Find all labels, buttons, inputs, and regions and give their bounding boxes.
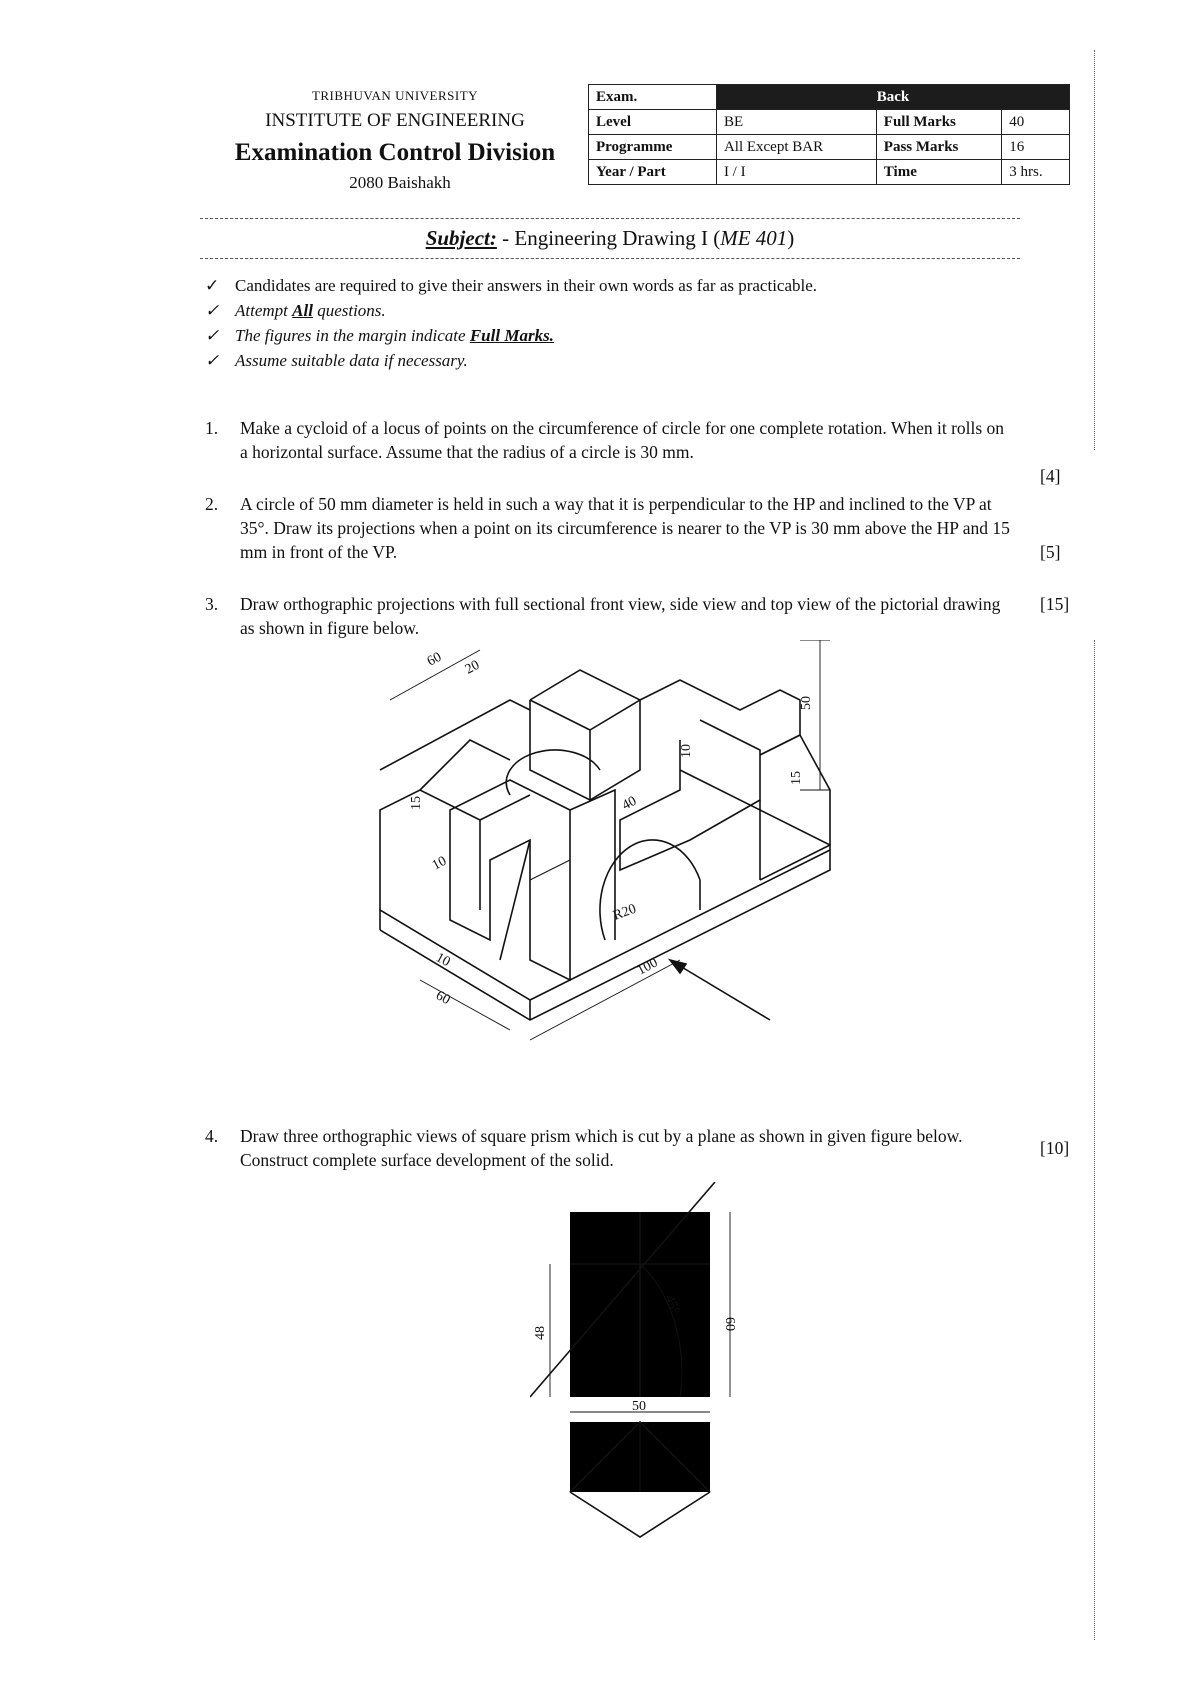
table-row [589, 160, 1070, 185]
check-icon: ✓ [205, 276, 220, 295]
base-top-edge [530, 850, 830, 1000]
full-marks-label: Full Marks [876, 110, 1001, 135]
question-number: 2. [205, 494, 219, 514]
instruction-1 [205, 276, 1025, 296]
check-icon: ✓ [205, 301, 220, 320]
dim-50: 50 [799, 696, 814, 710]
dim-20: 20 [462, 657, 483, 678]
year-part-value: I / I [716, 160, 876, 185]
dim-45-deg: 45° [661, 1293, 683, 1317]
year-part-label: Year / Part [589, 160, 717, 185]
level-value: BE [716, 110, 876, 135]
university-name: TRIBHUVAN UNIVERSITY [311, 88, 479, 103]
upper-frame-right [640, 680, 800, 755]
programme-value: All Except BAR [716, 135, 876, 160]
question-marks: [4] [1040, 466, 1061, 486]
question-number: 4. [205, 1126, 219, 1146]
dim-50: 50 [632, 1399, 646, 1414]
exam-type-value: Back [716, 85, 1069, 110]
check-icon: ✓ [205, 351, 220, 370]
dim-60-top: 60 [424, 649, 445, 670]
dim-r20: R20 [611, 901, 639, 924]
center-block-top2 [590, 700, 640, 730]
instruction-text: The figures in the margin indicate [235, 326, 470, 345]
subject-line [200, 226, 1020, 251]
instruction-text: Candidates are required to give their answers in their own words as far as practicable. [235, 276, 818, 295]
level-label: Level [589, 110, 717, 135]
left-block-edge [480, 795, 530, 820]
arrow-head [670, 960, 686, 973]
left-block-top [420, 740, 510, 790]
rib-line [530, 860, 570, 880]
subject-prefix: - Engineering Drawing I ( [496, 226, 721, 250]
question-marks: [5] [1040, 542, 1061, 562]
dim-line-60-bottom [420, 980, 510, 1030]
table-row [589, 85, 1070, 110]
subject-code: ME 401 [720, 226, 788, 250]
division-name: Examination Control Division [234, 139, 556, 166]
programme-label: Programme [589, 135, 717, 160]
square-prism-figure [530, 1182, 790, 1542]
pass-marks-value: 16 [1002, 135, 1070, 160]
dim-60: 60 [722, 1317, 737, 1331]
dim-15-left: 15 [409, 796, 424, 810]
base-front-face [380, 910, 530, 1020]
pictorial-drawing-figure [360, 640, 920, 1120]
instruction-2 [205, 301, 1025, 321]
exam-info-table [588, 84, 1070, 185]
left-block [380, 790, 480, 910]
top-semicircle [506, 750, 600, 795]
instruction-3 [205, 326, 1025, 346]
right-slope [760, 735, 830, 880]
dim-100: 100 [634, 955, 661, 979]
instruction-emphasis: All [292, 301, 313, 320]
question-text: Draw three orthographic views of square prism which is cut by a plane as shown in given figure below. Construct complete surface development of the solid. [240, 1126, 963, 1170]
margin-line [1094, 50, 1095, 450]
question-text: A circle of 50 mm diameter is held in such a way that it is perpendicular to the HP and inclined to the VP at 35°. Draw its projections when a point on its circumference is nearer to the VP is 30 mm above the HP and 15 mm in front of the VP. [240, 494, 1010, 562]
time-value: 3 hrs. [1002, 160, 1070, 185]
instruction-text: Assume suitable data if necessary. [235, 351, 468, 370]
exam-date: 2080 Baishakh [349, 173, 451, 192]
dim-60-bottom: 60 [433, 988, 453, 1009]
dim-10-left: 10 [429, 853, 450, 874]
question-number: 1. [205, 418, 219, 438]
question-text: Draw orthographic projections with full sectional front view, side view and top view of the pictorial drawing as shown in figure below. [240, 594, 1001, 638]
subject-suffix: ) [787, 226, 795, 250]
question-text: Make a cycloid of a locus of points on the circumference of circle for one complete rotation. When it rolls on a horizontal surface. Assume that the radius of a circle is 30 mm. [240, 418, 1005, 462]
margin-line [1094, 640, 1095, 1640]
instruction-text: Attempt [235, 301, 293, 320]
dim-10-bottom: 10 [433, 950, 453, 971]
instruction-emphasis: Full Marks. [469, 326, 554, 345]
instruction-text: questions. [312, 301, 386, 320]
dim-15: 15 [789, 771, 804, 785]
front-rib-side [570, 790, 615, 940]
table-row [589, 110, 1070, 135]
pass-marks-label: Pass Marks [876, 135, 1001, 160]
subject-label: Subject: [425, 226, 497, 250]
dim-10: 10 [679, 744, 694, 758]
divider-bottom [200, 258, 1020, 259]
institute-name: INSTITUTE OF ENGINEERING [265, 110, 525, 131]
instruction-4 [205, 351, 1025, 371]
center-block [530, 670, 640, 800]
dim-40: 40 [619, 793, 640, 814]
divider-top [200, 218, 1020, 219]
exam-label: Exam. [589, 85, 717, 110]
center-block-top [530, 700, 590, 730]
question-marks: [15] [1040, 594, 1070, 614]
check-icon: ✓ [205, 326, 220, 345]
base-outline [380, 770, 830, 1020]
question-number: 3. [205, 594, 219, 614]
full-marks-value: 40 [1002, 110, 1070, 135]
view-direction-arrow [670, 960, 770, 1020]
right-block [620, 720, 760, 870]
top-view-point [570, 1492, 710, 1537]
table-row [589, 135, 1070, 160]
front-rib [450, 780, 570, 980]
question-marks: [10] [1040, 1138, 1070, 1158]
incline-line [500, 840, 530, 960]
time-label: Time [876, 160, 1001, 185]
dim-48: 48 [533, 1326, 548, 1340]
